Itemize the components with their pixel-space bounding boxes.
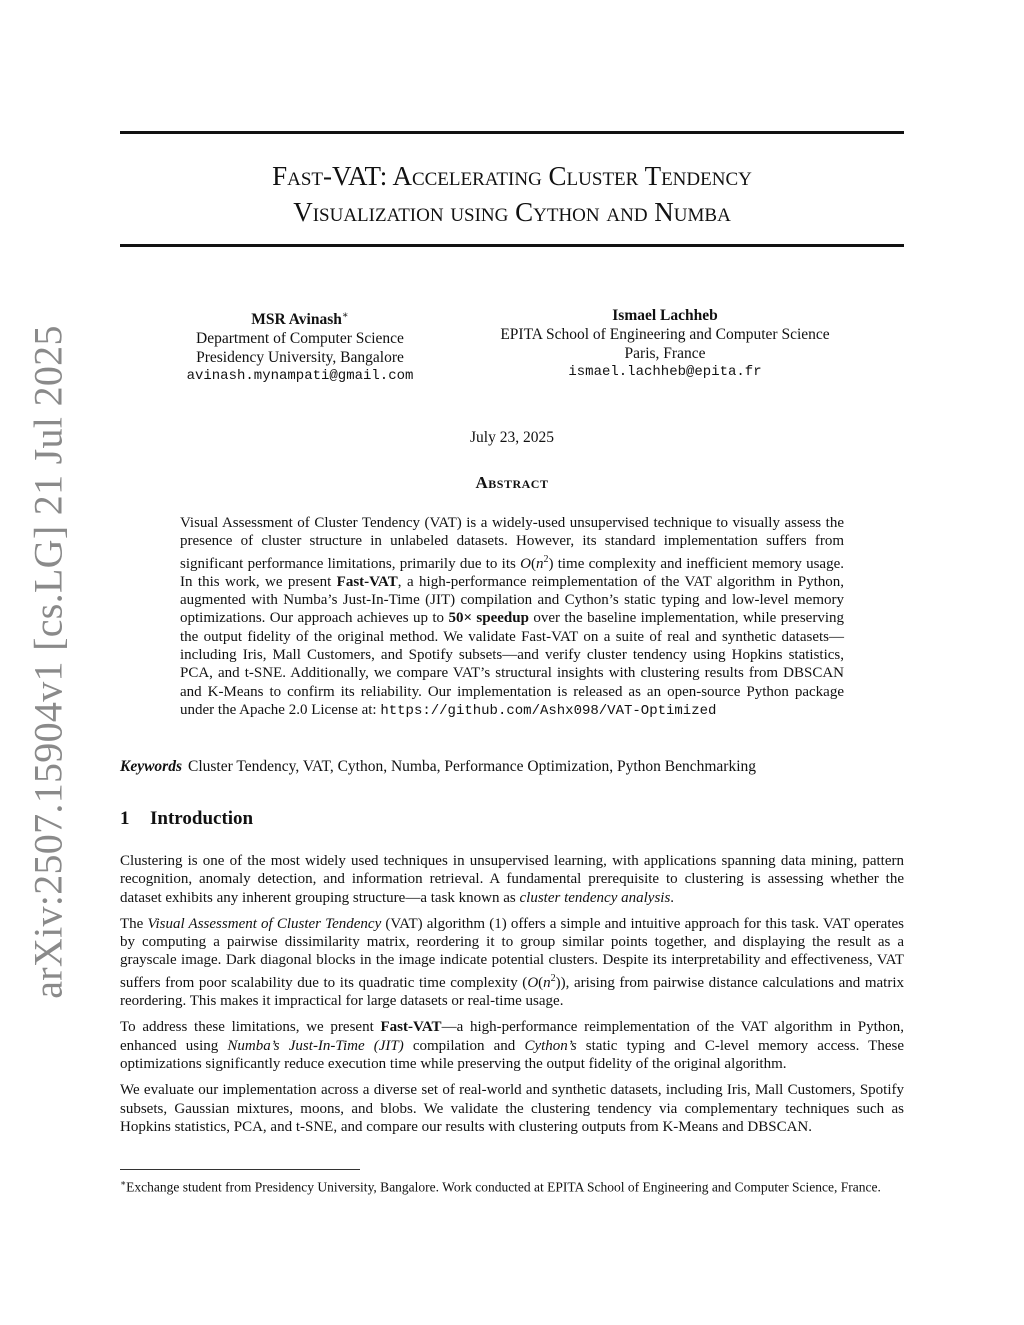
keywords-label: Keywords	[120, 758, 182, 775]
author-block-2	[460, 306, 870, 382]
keywords-line	[120, 758, 904, 776]
speedup-highlight: 50× speedup	[448, 610, 529, 627]
section-number: 1	[120, 808, 130, 829]
author-name: Ismael Lachheb	[612, 307, 718, 324]
title-line-1: Fast-VAT: Accelerating Cluster Tendency	[272, 161, 752, 191]
section-heading-introduction	[120, 808, 904, 830]
complexity-math-inline: $O(n^2)$	[527, 972, 561, 991]
author-footnote-marker: ∗	[341, 310, 349, 321]
author-block-1	[160, 306, 440, 386]
complexity-math: $O(n^2)$	[520, 553, 554, 572]
title-bottom-rule	[120, 244, 904, 247]
paragraph: Clustering is one of the most widely used techniques in unsupervised learning, with applications spanning data mining, pattern recognition, anomaly detection, and information retrieval. A fundamental prerequisite to clustering is assessing whether the dataset exhibits any inherent grouping structure—a task known as cluster tendency analysis.	[120, 853, 904, 906]
paper-title	[120, 158, 904, 230]
paragraph: To address these limitations, we present Fast-VAT—a high-performance reimplementation of the VAT algorithm in Python, enhanced using Numba’s Just-In-Time (JIT) compilation and Cython’s static typing and C-level memory access. These optimizations significantly reduce execution time while preserving the output fidelity of the original algorithm.	[120, 1019, 904, 1072]
author-affiliation: Department of Computer Science	[196, 330, 404, 348]
footnote-marker: ∗	[120, 1178, 127, 1188]
author-email: ismael.lachheb@epita.fr	[568, 364, 762, 380]
abstract-text: Visual Assessment of Cluster Tendency (VAT) is a widely-used unsupervised technique to visually assess the presence of cluster structure in unlabeled datasets. However, its standard implementation suffers from significant performance limitations, primarily due to its $O(n^2)$ time complexity and inefficient memory usage. In this work, we present Fast-VAT, a high-performance reimplementation of the VAT algorithm in Python, augmented with Numba’s Just-In-Time (JIT) compilation and Cython’s static typing and low-level memory optimizations. Our approach achieves up to 50× speedup over the baseline implementation, while preserving the output fidelity of the original method. We validate Fast-VAT on a suite of real and synthetic datasets—including Iris, Mall Customers, and Spotify subsets—and verify cluster tendency using Hopkins statistics, PCA, and t-SNE. Additionally, we compare VAT’s structural insights with clustering results from DBSCAN and K-Means to confirm its reliability. Our implementation is released as an open-source Python package under the Apache 2.0 License at: https://github.com/Ashx098/VAT-Optimized	[180, 515, 844, 719]
section-title: Introduction	[150, 808, 254, 829]
paragraph: We evaluate our implementation across a diverse set of real-world and synthetic datasets, including Iris, Mall Customers, Spotify subsets, Gaussian mixtures, moons, and blobs. We validate the clustering tendency via complementary techniques such as Hopkins statistics, PCA, and t-SNE, and compare our results with clustering outputs from K-Means and DBSCAN.	[120, 1082, 904, 1135]
paragraph: The Visual Assessment of Cluster Tendency (VAT) algorithm (1) offers a simple and intuitive approach for this task. VAT operates by computing a pairwise dissimilarity matrix, reordering it to group similar points together, and displaying the result as a grayscale image. Dark diagonal blocks in the image indicate potential clusters. Despite its interpretability and effectiveness, VAT suffers from poor scalability due to its quadratic time complexity $(O(n^2))$, arising from pairwise distance calculations and matrix reordering. This makes it impractical for large datasets or real-time usage.	[120, 915, 905, 1010]
publication-date: July 23, 2025	[470, 429, 554, 446]
author-name: MSR Avinash∗	[251, 310, 349, 329]
arxiv-identifier-stamp: arXiv:2507.15904v1 [cs.LG] 21 Jul 2025	[25, 325, 71, 999]
author-email: avinash.mynampati@gmail.com	[186, 368, 414, 385]
introduction-body	[120, 852, 904, 1144]
repository-url[interactable]: https://github.com/Ashx098/VAT-Optimized	[380, 702, 717, 719]
title-line-2: Visualization using Cython and Numba	[293, 197, 731, 227]
footnote-text: Exchange student from Presidency University, Bangalore. Work conducted at EPITA School of Engineering and Computer Science, France.	[126, 1179, 881, 1195]
author-affiliation: Paris, France	[624, 345, 706, 362]
keywords-list: Cluster Tendency, VAT, Cython, Numba, Performance Optimization, Python Benchmarking	[188, 758, 757, 775]
footnote	[120, 1175, 904, 1196]
abstract-heading: Abstract	[475, 473, 549, 492]
author-affiliation: Presidency University, Bangalore	[196, 349, 404, 367]
author-affiliation: EPITA School of Engineering and Computer Science	[500, 326, 830, 343]
footnote-divider	[120, 1169, 360, 1170]
fast-vat-name: Fast-VAT	[336, 573, 398, 590]
title-top-rule	[120, 131, 904, 134]
